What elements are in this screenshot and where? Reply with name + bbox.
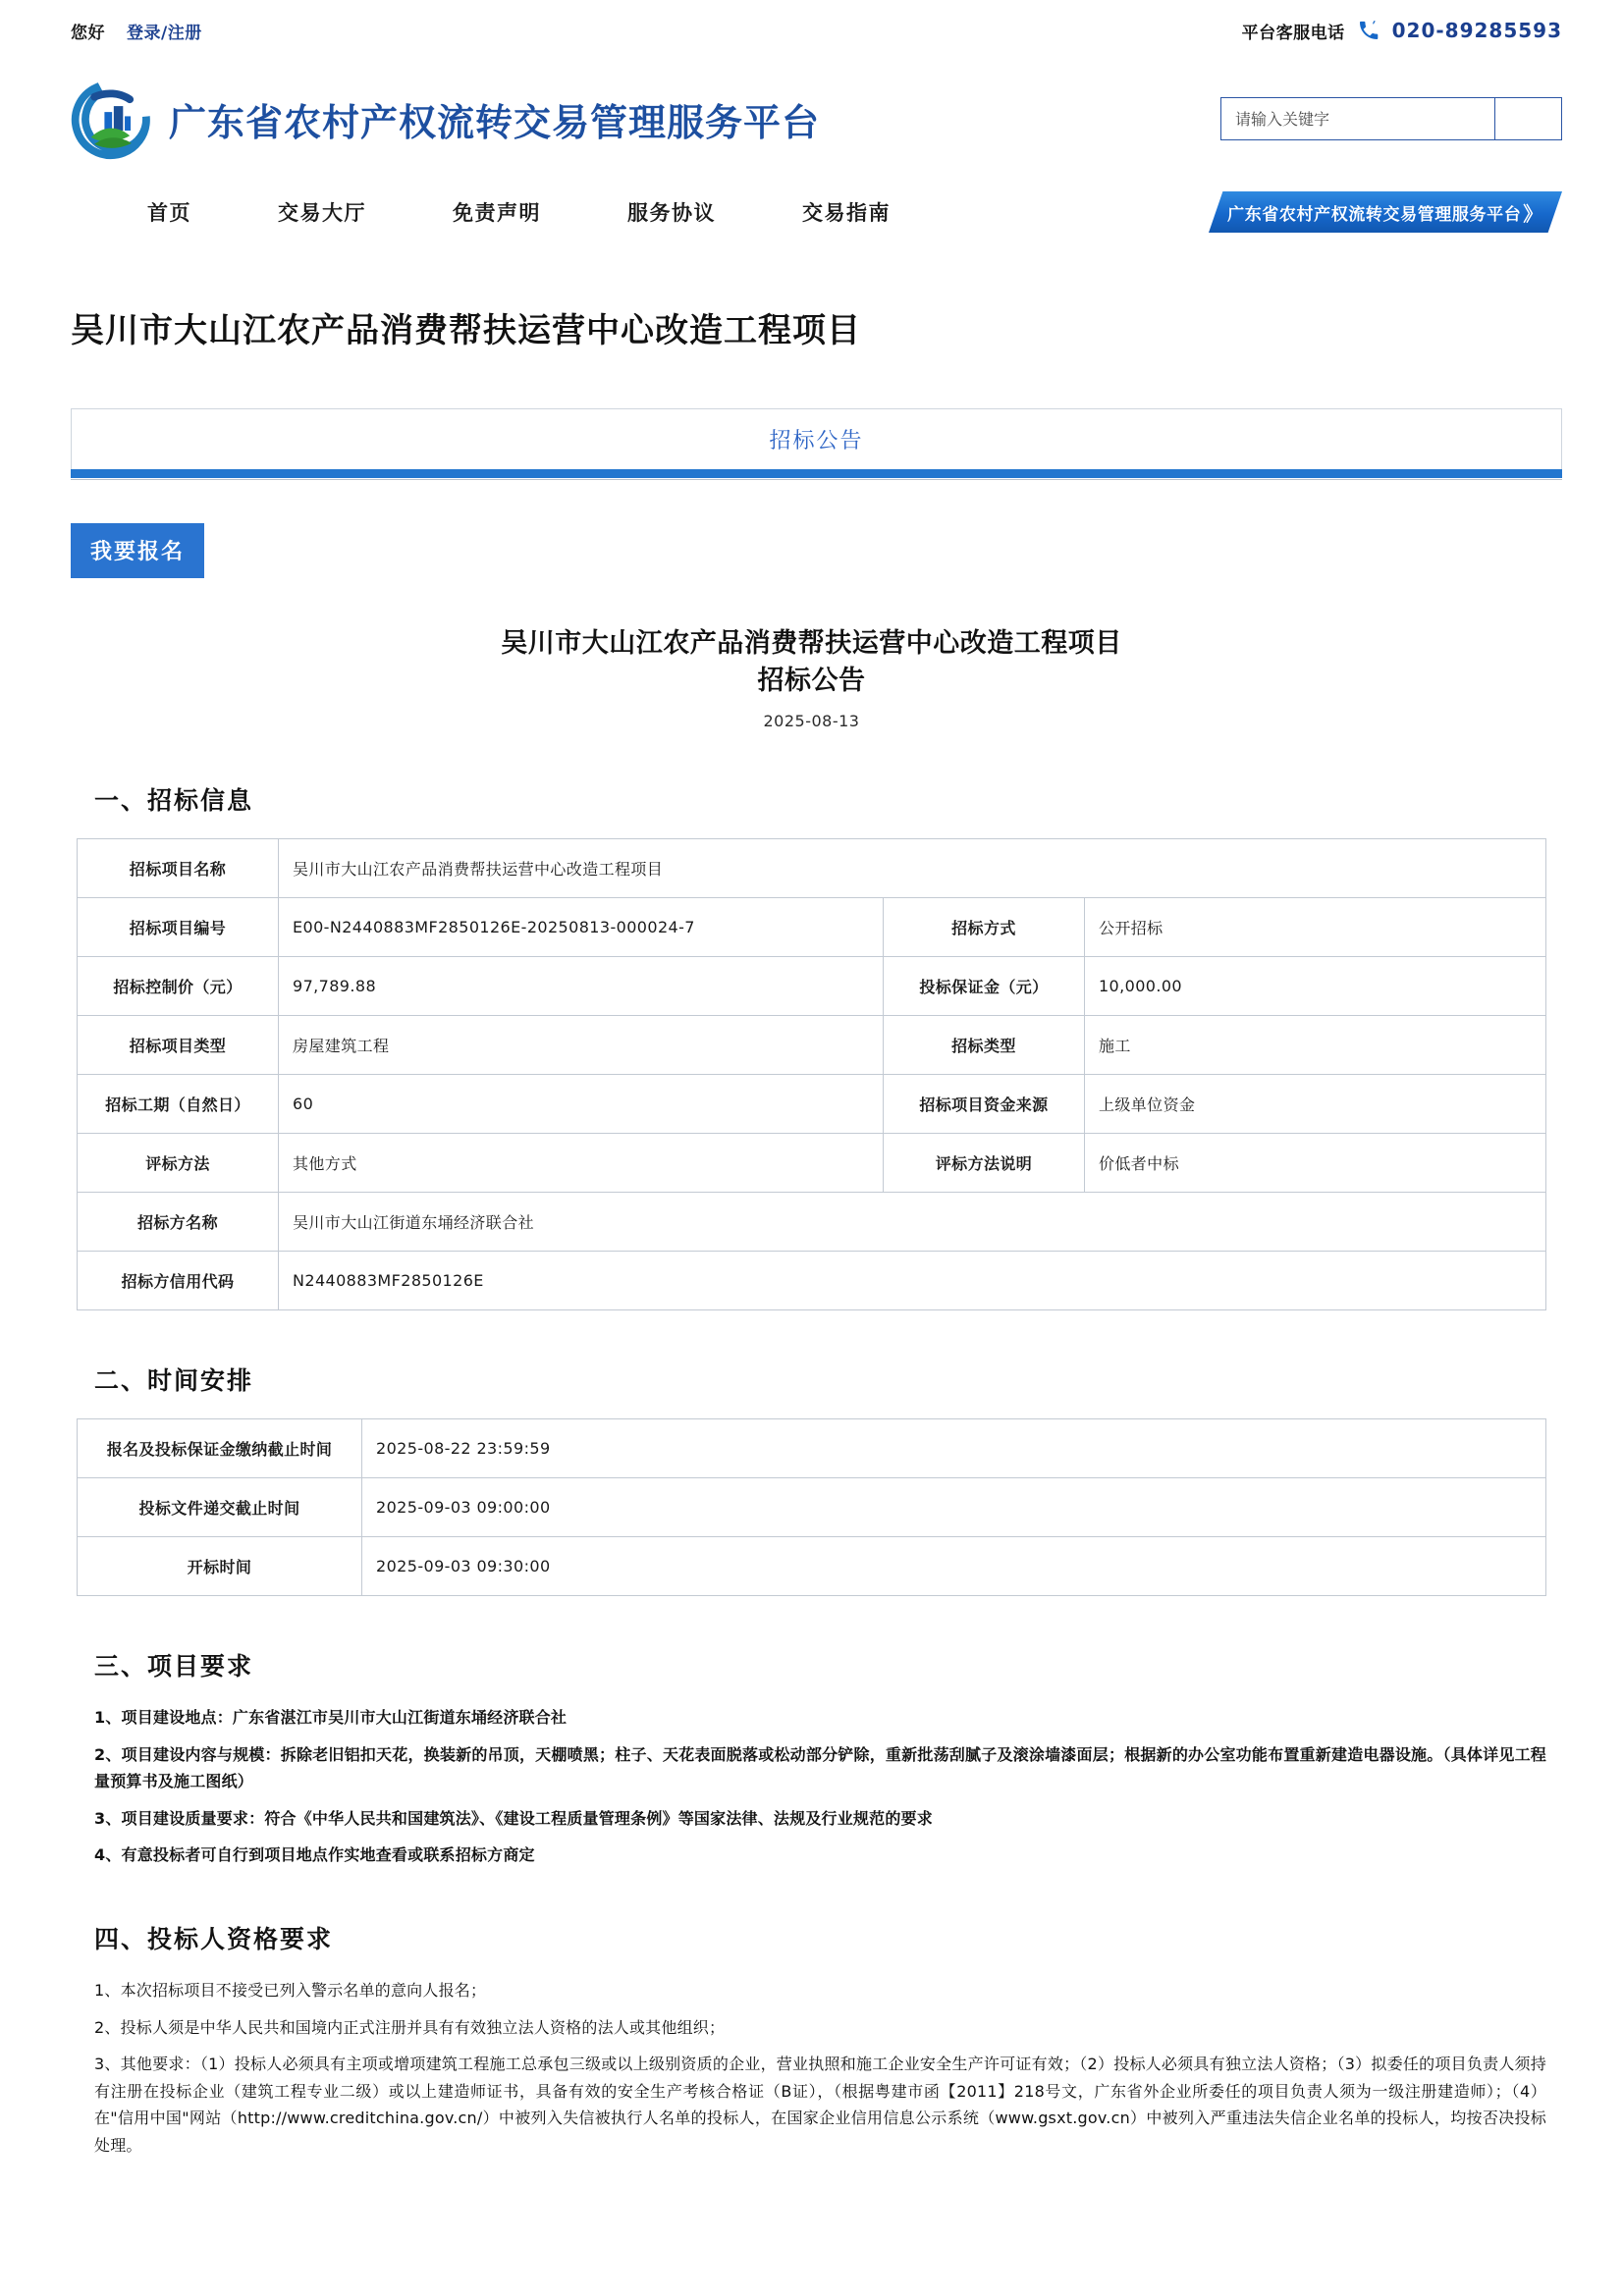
project-req-item: 1、项目建设地点：广东省湛江市吴川市大山江街道东埇经济联合社 (94, 1708, 568, 1728)
cell-label: 招标工期（自然日） (78, 1075, 279, 1134)
nav-item-disclaimer[interactable]: 免责声明 (453, 201, 541, 225)
table-row (78, 1478, 1546, 1537)
document-title-line2: 招标公告 (757, 666, 866, 697)
service-phone-label: 平台客服电话 (1241, 23, 1345, 43)
table-row (78, 1134, 1546, 1193)
cell-value: 施工 (1084, 1016, 1545, 1075)
tab-bar (71, 408, 1562, 480)
bidder-qual-item: 3、其他要求：（1）投标人必须具有主项或增项建筑工程施工总承包三级或以上级别资质的企业，营业执照和施工企业安全生产许可证有效；（2）投标人必须具有独立法人资格；（3）拟委任的项目负责人须持有注册在投标企业（建筑工程专业二级）或以上建造师证书，具备有效的安全生产考核合格证（B证），（根据粤建市函【2011】218号文，广东省外企业所委任的项目负责人须为一级注册建造师）；（4）在"信用中国"网站（http://www.creditchina.gov.cn/）中被列入失信被执行人名单的投标人，在国家企业信用信息公示系统（www.gsxt.gov.cn）中被列入严重违法失信企业名单的投标人，均按否决投标处理。 (94, 2055, 1546, 2155)
section-heading-project-req: 三、项目要求 (94, 1652, 254, 1682)
cell-value: 吴川市大山江街道东埇经济联合社 (279, 1193, 1546, 1252)
top-utility-bar (0, 0, 1623, 61)
cell-label: 招标方式 (883, 898, 1084, 957)
table-row (78, 898, 1546, 957)
tab-active-underline (71, 469, 1562, 478)
cell-label: 招标方名称 (78, 1193, 279, 1252)
cell-label: 投标文件递交截止时间 (78, 1478, 362, 1537)
cell-value: 2025-09-03 09:30:00 (362, 1537, 1546, 1596)
cell-label: 开标时间 (78, 1537, 362, 1596)
project-req-item: 4、有意投标者可自行到项目地点作实地查看或联系招标方商定 (94, 1845, 535, 1865)
chevron-right-icon: 》 (1523, 201, 1543, 226)
customer-service-area (1242, 19, 1562, 43)
bidder-qual-item: 2、投标人须是中华人民共和国境内正式注册并具有有效独立法人资格的法人或其他组织； (94, 2017, 726, 2037)
cell-value: 10,000.00 (1084, 957, 1545, 1016)
service-phone-number[interactable]: 020-89285593 (1391, 19, 1562, 42)
cell-label: 评标方法说明 (883, 1134, 1084, 1193)
cell-label: 招标控制价（元） (78, 957, 279, 1016)
search-box[interactable] (1220, 97, 1562, 140)
search-button[interactable] (1494, 98, 1561, 139)
nav-item-trading-hall[interactable]: 交易大厅 (278, 201, 366, 225)
platform-title: 广东省农村产权流转交易管理服务平台 (169, 100, 821, 144)
bidder-qual-item: 1、本次招标项目不接受已列入警示名单的意向人报名； (94, 1981, 487, 2000)
table-row (78, 1193, 1546, 1252)
cell-value: 2025-09-03 09:00:00 (362, 1478, 1546, 1537)
account-area (71, 19, 202, 43)
tab-announcement-label: 招标公告 (769, 428, 864, 454)
action-bar (0, 480, 1623, 578)
table-row (78, 957, 1546, 1016)
nav-item-home[interactable]: 首页 (147, 201, 191, 225)
apply-button[interactable]: 我要报名 (71, 523, 204, 578)
brand-header (0, 61, 1623, 177)
cell-value: E00-N2440883MF2850126E-20250813-000024-7 (279, 898, 884, 957)
cell-label: 评标方法 (78, 1134, 279, 1193)
section-heading-schedule: 二、时间安排 (94, 1366, 254, 1396)
nav-item-service-agreement[interactable]: 服务协议 (627, 201, 716, 225)
table-row (78, 839, 1546, 898)
banner-text-wrap (1209, 191, 1562, 233)
nav-items (71, 197, 891, 227)
schedule-table (77, 1418, 1546, 1596)
document-title (77, 625, 1546, 701)
announcement-document (0, 578, 1623, 2237)
section-heading-bid-info: 一、招标信息 (94, 786, 254, 816)
cell-label: 招标项目编号 (78, 898, 279, 957)
cell-label: 招标项目资金来源 (883, 1075, 1084, 1134)
page-title: 吴川市大山江农产品消费帮扶运营中心改造工程项目 (71, 310, 861, 350)
cell-label: 投标保证金（元） (883, 957, 1084, 1016)
tab-announcement[interactable] (71, 408, 1562, 469)
table-row (78, 1075, 1546, 1134)
tab-divider (71, 479, 1562, 480)
platform-logo-icon (71, 77, 155, 161)
login-register-link[interactable]: 登录/注册 (127, 23, 202, 43)
section-heading-bidder-qual: 四、投标人资格要求 (94, 1925, 334, 1953)
cell-value: N2440883MF2850126E (279, 1252, 1546, 1310)
cell-value: 吴川市大山江农产品消费帮扶运营中心改造工程项目 (279, 839, 1546, 898)
banner-label: 广东省农村产权流转交易管理服务平台 (1227, 204, 1522, 225)
cell-value: 公开招标 (1084, 898, 1545, 957)
greeting-text: 您好 (71, 23, 105, 43)
cell-label: 招标项目名称 (78, 839, 279, 898)
cell-value: 60 (279, 1075, 884, 1134)
table-row (78, 1537, 1546, 1596)
document-date: 2025-08-13 (763, 712, 860, 731)
phone-icon (1357, 19, 1380, 42)
table-row (78, 1252, 1546, 1310)
cell-label: 报名及投标保证金缴纳截止时间 (78, 1419, 362, 1478)
bid-info-table (77, 838, 1546, 1310)
cell-label: 招标类型 (883, 1016, 1084, 1075)
project-req-item: 3、项目建设质量要求：符合《中华人民共和国建筑法》、《建设工程质量管理条例》等国家法律、法规及行业规范的要求 (94, 1808, 933, 1828)
cell-value: 房屋建筑工程 (279, 1016, 884, 1075)
table-row (78, 1016, 1546, 1075)
nav-item-trading-guide[interactable]: 交易指南 (802, 201, 891, 225)
cell-label: 招标方信用代码 (78, 1252, 279, 1310)
cell-value: 2025-08-22 23:59:59 (362, 1419, 1546, 1478)
brand-logo-block[interactable] (71, 77, 820, 161)
cell-value: 其他方式 (279, 1134, 884, 1193)
project-req-item: 2、项目建设内容与规模：拆除老旧铝扣天花，换装新的吊顶，天棚喷黑；柱子、天花表面脱落或松动部分铲除，重新批荡刮腻子及滚涂墙漆面层；根据新的办公室功能布置重新建造电器设施。（具体详见工程量预算书及施工图纸） (94, 1744, 1546, 1791)
cell-value: 上级单位资金 (1084, 1075, 1545, 1134)
cell-value: 价低者中标 (1084, 1134, 1545, 1193)
platform-entry-banner[interactable] (1209, 191, 1562, 233)
main-navigation (0, 177, 1623, 247)
document-title-line1: 吴川市大山江农产品消费帮扶运营中心改造工程项目 (501, 627, 1122, 659)
search-input[interactable] (1221, 98, 1494, 139)
table-row (78, 1419, 1546, 1478)
cell-label: 招标项目类型 (78, 1016, 279, 1075)
cell-value: 97,789.88 (279, 957, 884, 1016)
